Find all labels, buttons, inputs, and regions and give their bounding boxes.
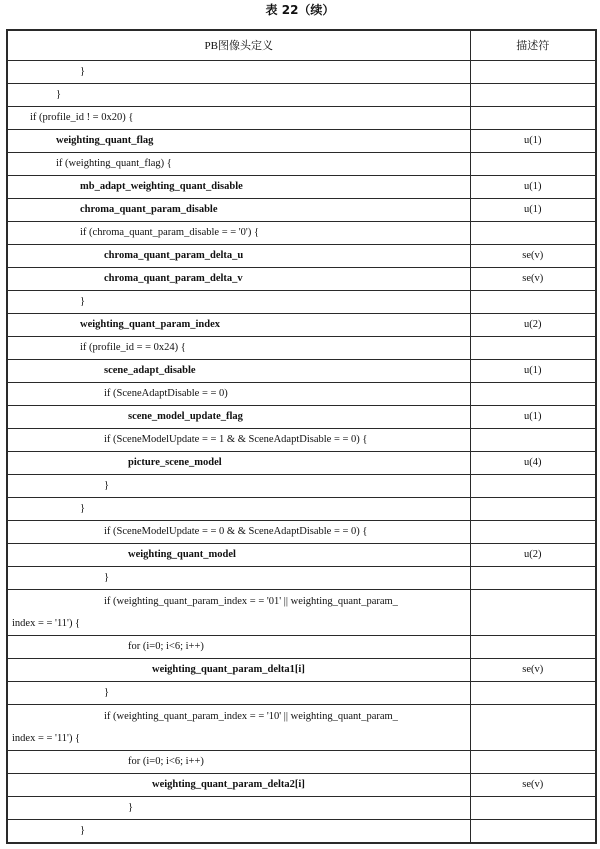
descriptor-cell [470, 682, 596, 705]
table-row [7, 636, 596, 659]
syntax-statement-cell [7, 222, 470, 245]
syntax-element-name: weighting_quant_flag [56, 135, 154, 146]
syntax-text: if (chroma_quant_param_disable = = '0') { [80, 227, 259, 238]
table-row [7, 130, 596, 153]
syntax-statement-cell [7, 705, 470, 751]
syntax-text: } [80, 296, 86, 307]
descriptor-cell: u(1) [470, 360, 596, 383]
syntax-statement-cell [7, 291, 470, 314]
syntax-text: } [80, 825, 86, 836]
syntax-element-name: weighting_quant_param_delta2[i] [152, 779, 305, 790]
syntax-text-line: if (weighting_quant_param_index = = '10' || weighting_quant_param_ [104, 710, 398, 722]
descriptor-cell [470, 222, 596, 245]
syntax-element-name: weighting_quant_param_delta1[i] [152, 664, 305, 675]
table-row [7, 682, 596, 705]
syntax-statement-cell [7, 567, 470, 590]
syntax-element-cell [7, 360, 470, 383]
syntax-element-name: chroma_quant_param_disable [80, 204, 218, 215]
descriptor-cell [470, 521, 596, 544]
table-row [7, 84, 596, 107]
syntax-text: } [80, 66, 86, 77]
syntax-text-continuation: index = = '11') { [12, 617, 81, 629]
syntax-element-cell [7, 544, 470, 567]
table-row [7, 751, 596, 774]
syntax-text-line: if (weighting_quant_param_index = = '01' || weighting_quant_param_ [104, 595, 398, 607]
syntax-text: if (profile_id ! = 0x20) { [30, 112, 134, 123]
syntax-element-name: mb_adapt_weighting_quant_disable [80, 181, 243, 192]
syntax-element-cell [7, 452, 470, 475]
table-row [7, 774, 596, 797]
syntax-element-cell [7, 659, 470, 682]
table-row [7, 107, 596, 130]
syntax-statement-cell [7, 383, 470, 406]
descriptor-cell [470, 84, 596, 107]
syntax-element-cell [7, 199, 470, 222]
descriptor-cell [470, 337, 596, 360]
syntax-statement-cell [7, 107, 470, 130]
descriptor-cell [470, 61, 596, 84]
table-row [7, 245, 596, 268]
syntax-text: if (SceneModelUpdate = = 1 & & SceneAdaptDisable = = 0) { [104, 434, 368, 445]
descriptor-cell: u(4) [470, 452, 596, 475]
descriptor-cell: u(1) [470, 199, 596, 222]
table-row [7, 429, 596, 452]
descriptor-cell: u(1) [470, 406, 596, 429]
table-row [7, 222, 596, 245]
syntax-element-name: weighting_quant_model [128, 549, 236, 560]
syntax-element-cell [7, 268, 470, 291]
syntax-element-name: chroma_quant_param_delta_u [104, 250, 244, 261]
descriptor-cell: se(v) [470, 659, 596, 682]
table-row [7, 659, 596, 682]
table-row [7, 383, 596, 406]
table-header-row [7, 30, 596, 61]
table-row [7, 291, 596, 314]
syntax-element-name: picture_scene_model [128, 457, 222, 468]
descriptor-cell: u(1) [470, 176, 596, 199]
table-row [7, 176, 596, 199]
descriptor-cell [470, 705, 596, 751]
table-row [7, 705, 596, 751]
table-row [7, 498, 596, 521]
header-definition: PB图像头定义 [7, 30, 470, 61]
descriptor-cell [470, 383, 596, 406]
syntax-statement-cell [7, 498, 470, 521]
syntax-element-name: weighting_quant_param_index [80, 319, 221, 330]
descriptor-cell: u(2) [470, 314, 596, 337]
descriptor-cell: se(v) [470, 245, 596, 268]
syntax-text: if (SceneModelUpdate = = 0 & & SceneAdaptDisable = = 0) { [104, 526, 368, 537]
descriptor-cell: se(v) [470, 268, 596, 291]
syntax-text: } [104, 480, 110, 491]
table-row [7, 406, 596, 429]
table-row [7, 61, 596, 84]
syntax-text-continuation: index = = '11') { [12, 732, 81, 744]
syntax-element-cell [7, 774, 470, 797]
syntax-statement-cell [7, 797, 470, 820]
syntax-text: if (weighting_quant_flag) { [56, 158, 172, 169]
syntax-element-cell [7, 130, 470, 153]
descriptor-cell [470, 107, 596, 130]
descriptor-cell [470, 475, 596, 498]
syntax-statement-cell [7, 820, 470, 844]
table-row [7, 452, 596, 475]
syntax-statement-cell [7, 84, 470, 107]
descriptor-cell [470, 590, 596, 636]
syntax-element-cell [7, 406, 470, 429]
syntax-text: } [80, 503, 86, 514]
table-row [7, 337, 596, 360]
syntax-element-name: chroma_quant_param_delta_v [104, 273, 243, 284]
table-row [7, 567, 596, 590]
syntax-text: } [128, 802, 134, 813]
descriptor-cell [470, 153, 596, 176]
table-row [7, 544, 596, 567]
syntax-element-cell [7, 176, 470, 199]
syntax-statement-cell [7, 337, 470, 360]
syntax-element-name: scene_model_update_flag [128, 411, 243, 422]
syntax-statement-cell [7, 153, 470, 176]
descriptor-cell [470, 429, 596, 452]
table-row [7, 268, 596, 291]
descriptor-cell [470, 498, 596, 521]
syntax-text: } [56, 89, 62, 100]
syntax-element-cell [7, 314, 470, 337]
syntax-element-cell [7, 245, 470, 268]
table-row [7, 521, 596, 544]
header-descriptor: 描述符 [470, 30, 596, 61]
table-row [7, 199, 596, 222]
table-row [7, 797, 596, 820]
syntax-statement-cell [7, 61, 470, 84]
syntax-statement-cell [7, 429, 470, 452]
descriptor-cell [470, 820, 596, 844]
descriptor-cell: u(1) [470, 130, 596, 153]
descriptor-cell [470, 567, 596, 590]
syntax-table [6, 29, 597, 844]
descriptor-cell [470, 797, 596, 820]
table-row [7, 590, 596, 636]
syntax-text: for (i=0; i<6; i++) [128, 641, 204, 652]
syntax-text: if (SceneAdaptDisable = = 0) [104, 388, 228, 399]
table-row [7, 820, 596, 844]
table-caption: 表 22（续） [265, 3, 335, 17]
syntax-text: } [104, 687, 110, 698]
table-row [7, 153, 596, 176]
syntax-statement-cell [7, 636, 470, 659]
descriptor-cell: u(2) [470, 544, 596, 567]
table-body [7, 61, 596, 844]
descriptor-cell [470, 636, 596, 659]
descriptor-cell [470, 291, 596, 314]
syntax-statement-cell [7, 590, 470, 636]
table-row [7, 314, 596, 337]
syntax-element-name: scene_adapt_disable [104, 365, 196, 376]
syntax-statement-cell [7, 682, 470, 705]
descriptor-cell: se(v) [470, 774, 596, 797]
table-row [7, 360, 596, 383]
syntax-statement-cell [7, 521, 470, 544]
table-row [7, 475, 596, 498]
syntax-statement-cell [7, 751, 470, 774]
syntax-text: if (profile_id = = 0x24) { [80, 342, 186, 353]
syntax-text: for (i=0; i<6; i++) [128, 756, 204, 767]
descriptor-cell [470, 751, 596, 774]
syntax-statement-cell [7, 475, 470, 498]
syntax-text: } [104, 572, 110, 583]
